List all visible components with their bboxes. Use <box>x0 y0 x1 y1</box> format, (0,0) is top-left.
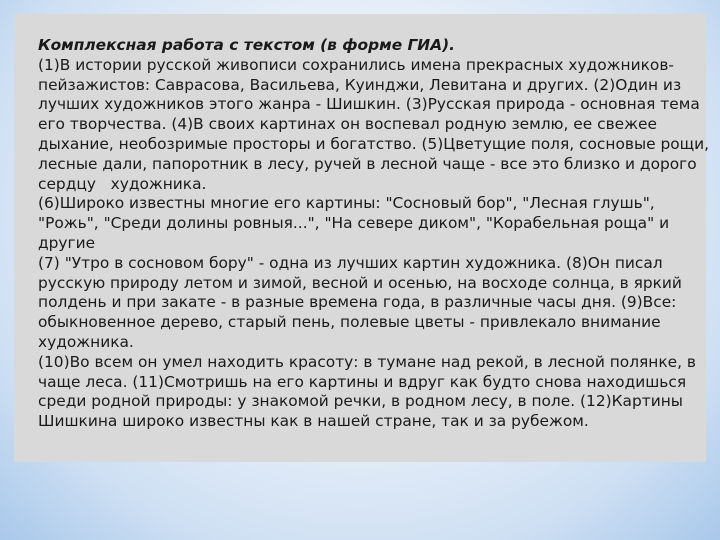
text-line: дыхание, необозримые просторы и богатство. (5)Цветущие поля, сосновые рощи, <box>38 134 710 153</box>
text-line: лучших художников этого жанра - Шишкин. (3)Русская природа - основная тема <box>38 95 700 114</box>
text-line: (1)В истории русской живописи сохранились имена прекрасных художников- <box>38 55 674 74</box>
text-line: другие <box>38 233 96 252</box>
text-line: (7) "Утро в сосновом бору" - одна из лучших картин художника. (8)Он писал <box>38 253 663 272</box>
text-line: сердцу художника. <box>38 174 207 193</box>
text-line: пейзажистов: Саврасова, Васильева, Куинджи, Левитана и других. (2)Один из <box>38 75 682 94</box>
text-block <box>38 36 710 432</box>
text-line: его творчества. (4)В своих картинах он воспевал родную землю, ее свежее <box>38 115 657 134</box>
text-line: лесные дали, папоротник в лесу, ручей в лесной чаще - все это близко и дорого <box>38 154 697 173</box>
slide-text-panel <box>14 14 710 462</box>
text-line: (6)Широко известны многие его картины: "Сосновый бор", "Лесная глушь", <box>38 194 655 213</box>
text-line: обыкновенное дерево, старый пень, полевые цветы - привлекало внимание <box>38 313 661 332</box>
text-line: Шишкина широко известны как в нашей стране, так и за рубежом. <box>38 412 589 431</box>
text-line: "Рожь", "Среди долины ровныя...", "На севере диком", "Корабельная роща" и <box>38 214 670 233</box>
text-line: среди родной природы: у знакомой речки, в родном лесу, в поле. (12)Картины <box>38 392 683 411</box>
slide-title: Комплексная работа с текстом (в форме ГИА). <box>38 36 455 54</box>
text-line: чаще леса. (11)Смотришь на его картины и вдруг как будто снова находишься <box>38 372 687 391</box>
text-line: русскую природу летом и зимой, весной и осенью, на восходе солнца, в яркий <box>38 273 682 292</box>
text-line: (10)Во всем он умел находить красоту: в тумане над рекой, в лесной полянке, в <box>38 352 696 371</box>
text-line: художника. <box>38 332 134 351</box>
text-line: полдень и при закате - в разные времена года, в различные часы дня. (9)Все: <box>38 293 677 312</box>
